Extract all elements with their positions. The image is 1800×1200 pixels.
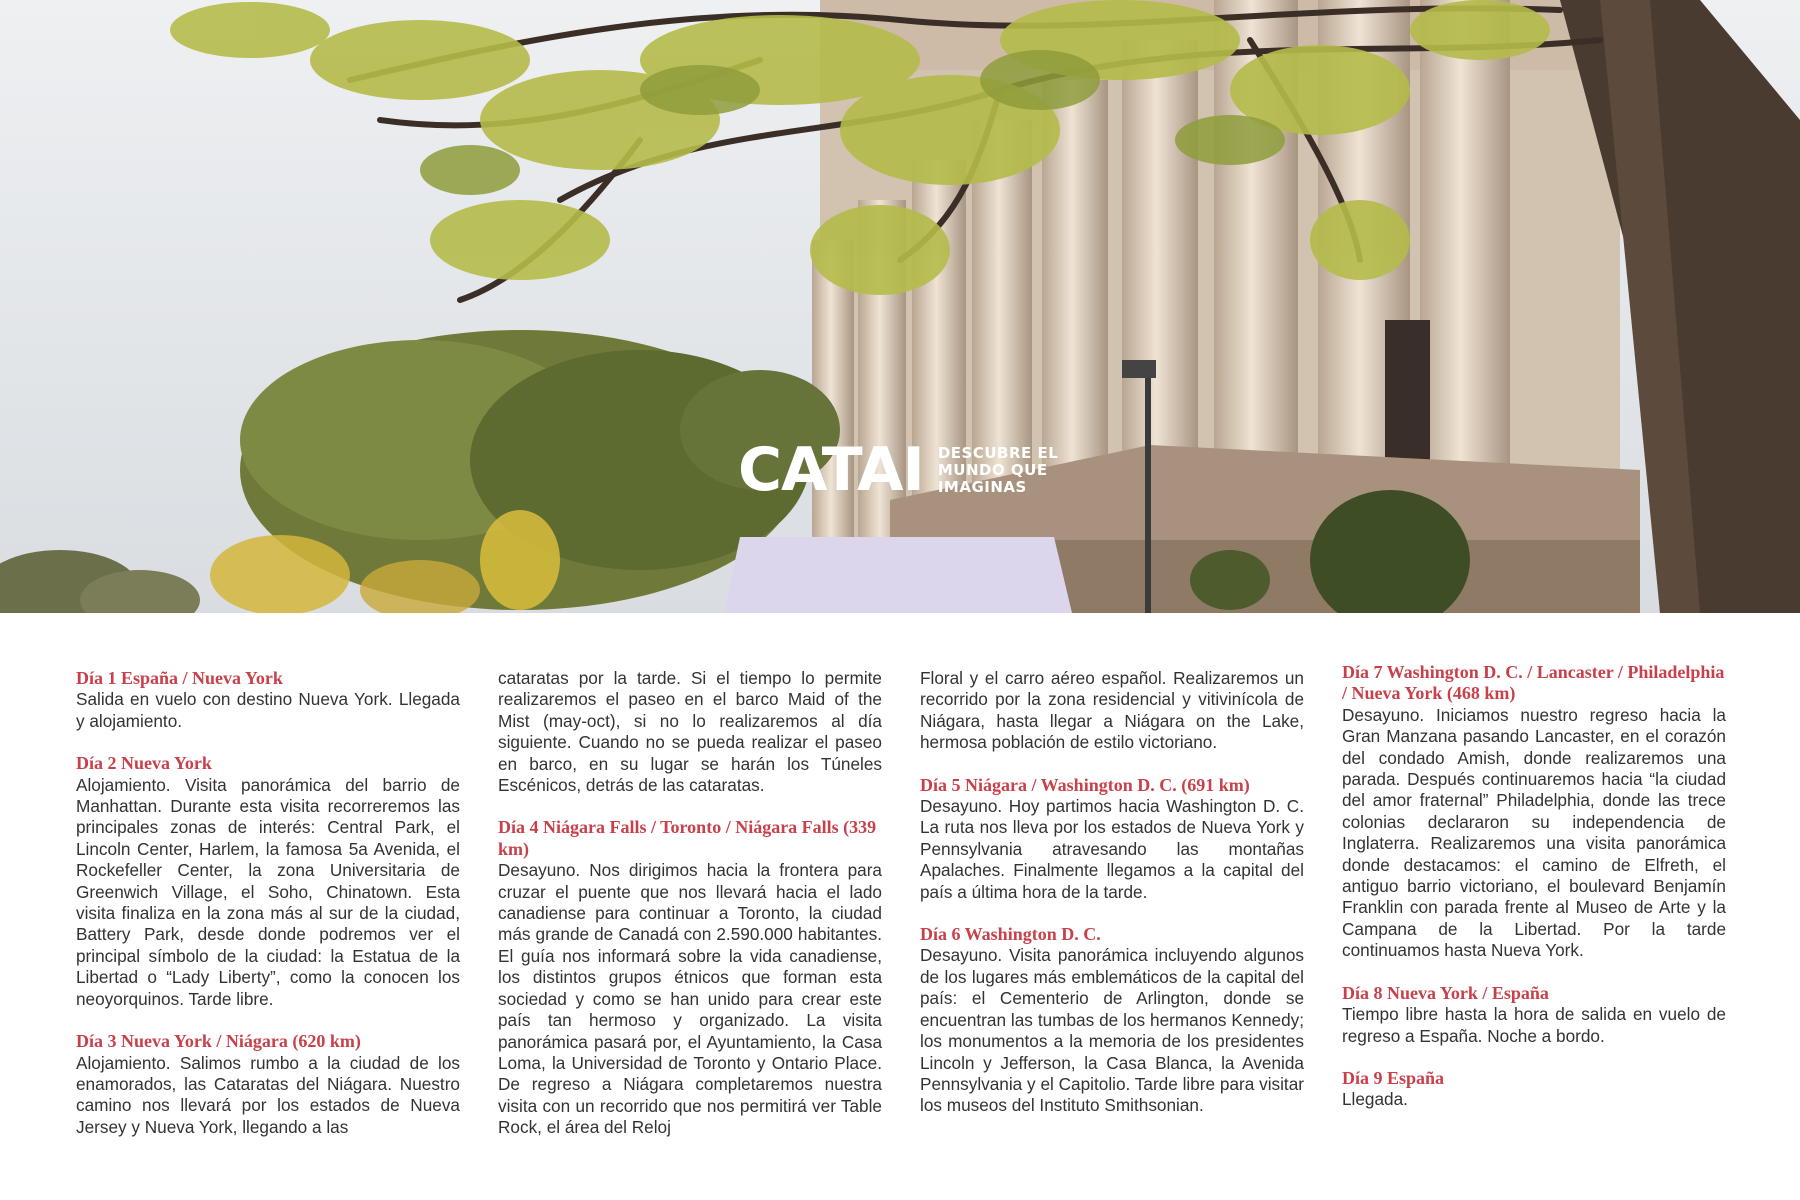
day-text: Desayuno. Nos dirigimos hacia la frontera para cruzar el puente que nos llevará hacia el lado canadiense para continuar a Toronto, la ciudad más grande de Canadá con 2.590.000 habitantes. El guía nos informará sobre la vida canadiense, los distintos grupos étnicos que forman esta sociedad y como se han unido para crear este país tan hermoso y organizado. La visita panorámica pasará por, el Ayuntamiento, la Casa Loma, la Universidad de Toronto y Ontario Place. De regreso a Niágara completaremos nuestra visita con un recorrido que nos permitirá ver Table Rock, el área del Reloj xyxy=(498,860,882,1138)
day-title: Día 5 Niágara / Washington D. C. (691 km) xyxy=(920,774,1250,795)
day-title: Día 3 Nueva York / Niágara (620 km) xyxy=(76,1031,361,1052)
tagline-line-1: DESCUBRE EL xyxy=(937,443,1059,462)
day-2 xyxy=(76,753,460,1010)
day-1 xyxy=(76,668,460,732)
day-text: cataratas por la tarde. Si el tiempo lo permite realizaremos el paseo en el barco Maid of the Mist (may-oct), si no lo realizaremos al día siguiente. Cuando no se pueda realizar el paseo en barco, en su lugar se harán los Túneles Escénicos, detrás de las cataratas. xyxy=(498,668,882,796)
day-title: Día 6 Washington D. C. xyxy=(920,924,1101,945)
day-9 xyxy=(1342,1068,1726,1111)
tagline-line-3: IMAGINAS xyxy=(937,477,1027,496)
logo-tagline xyxy=(938,445,1058,496)
itinerary-columns xyxy=(76,662,1726,1188)
logo-wordmark: CATAI xyxy=(738,435,924,505)
day-title: Día 1 España / Nueva York xyxy=(76,668,283,688)
day-6 xyxy=(920,924,1304,1117)
day-4 xyxy=(498,817,882,1138)
column-3 xyxy=(920,668,1304,1138)
day-title: Día 7 Washington D. C. / Lancaster / Philadelphia / Nueva York (468 km) xyxy=(1342,662,1725,704)
day-8 xyxy=(1342,983,1726,1047)
day-7 xyxy=(1342,662,1726,962)
day-text: Tiempo libre hasta la hora de salida en vuelo de regreso a España. Noche a bordo. xyxy=(1342,1004,1726,1046)
column-2 xyxy=(498,668,882,1160)
day-4-continued xyxy=(920,668,1304,754)
day-text: Salida en vuelo con destino Nueva York. Llegada y alojamiento. xyxy=(76,689,460,731)
day-title: Día 2 Nueva York xyxy=(76,753,212,774)
lavender-tab xyxy=(724,537,1072,613)
day-3-continued xyxy=(498,668,882,796)
column-4 xyxy=(1342,662,1726,1132)
day-title: Día 4 Niágara Falls / Toronto / Niágara Falls (339 km) xyxy=(498,817,877,859)
column-1 xyxy=(76,668,460,1159)
day-text: Llegada. xyxy=(1342,1089,1408,1110)
day-text: Desayuno. Hoy partimos hacia Washington D. C. La ruta nos lleva por los estados de Nueva York y Pennsylvania atravesando las montañas Apalaches. Finalmente llegamos a la capital del país a última hora de la tarde. xyxy=(920,796,1304,902)
tagline-line-2: MUNDO QUE xyxy=(937,460,1048,479)
day-text: Alojamiento. Salimos rumbo a la ciudad de los enamorados, las Cataratas del Niágara. Nuestro camino nos llevará por los estados de Nueva Jersey y Nueva York, llegando a las xyxy=(76,1052,460,1137)
day-text: Floral y el carro aéreo español. Realizaremos un recorrido por la zona residencial y vitivinícola de Niágara, hasta llegar a Niágara on the Lake, hermosa población de estilo victoriano. xyxy=(920,668,1304,753)
day-text: Desayuno. Iniciamos nuestro regreso hacia la Gran Manzana pasando Lancaster, en el corazón del condado Amish, donde realizaremos una parada. Después continuaremos hacia “la ciudad del amor fraternal” Philadelphia, donde las trece colonias declararon su independencia de Inglaterra. Realizaremos una visita panorámica donde destacamos: el camino de Elfreth, el antiguo barrio victoriano, el boulevard Benjamín Franklin con parada frente al Museo de Arte y la Campana de la Libertad. Por la tarde continuamos hasta Nueva York. xyxy=(1342,704,1726,961)
day-title: Día 9 España xyxy=(1342,1067,1445,1088)
day-text: Desayuno. Visita panorámica incluyendo algunos de los lugares más emblemáticos de la capital del país: el Cementerio de Arlington, donde se encuentran las tumbas de los hermanos Kennedy; los monumentos a la memoria de los presidentes Lincoln y Jefferson, la Casa Blanca, la Avenida Pennsylvania y el Capitolio. Tarde libre para visitar los museos del Instituto Smithsonian. xyxy=(920,945,1304,1116)
day-3 xyxy=(76,1031,460,1138)
day-5 xyxy=(920,775,1304,903)
day-title: Día 8 Nueva York / España xyxy=(1342,982,1549,1003)
catai-logo xyxy=(738,435,1059,505)
day-text: Alojamiento. Visita panorámica del barrio de Manhattan. Durante esta visita recorreremos las principales zonas de interés: Central Park, el Lincoln Center, Harlem, la famosa 5a Avenida, el Rockefeller Center, la zona Universitaria de Greenwich Village, el Soho, Chinatown. Esta visita finaliza en la zona más al sur de la ciudad, Battery Park, desde donde podremos ver el principal símbolo de la ciudad: la Estatua de la Libertad o “Lady Liberty”, como la conocen los neoyorquinos. Tarde libre. xyxy=(76,774,460,1009)
